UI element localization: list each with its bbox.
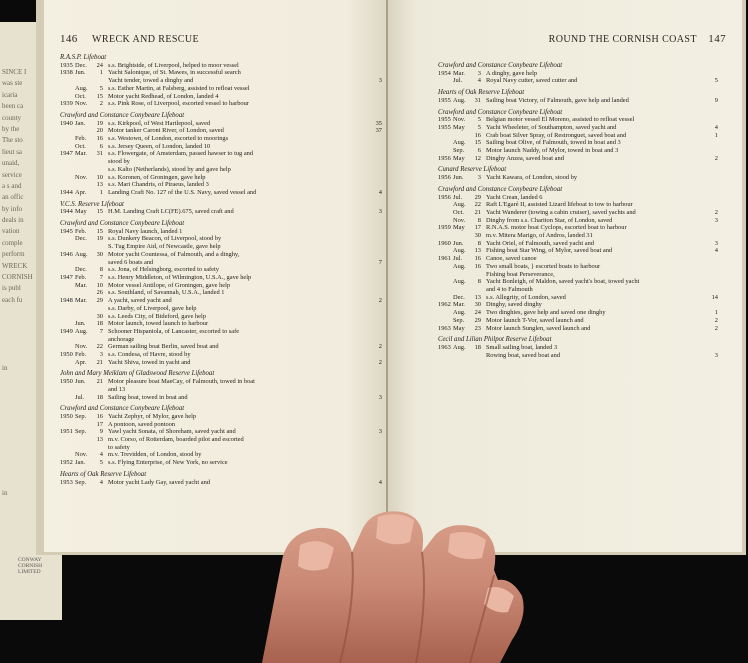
entry-description: s.s. Koronen, of Groningen, gave help <box>108 173 206 181</box>
entry-month: Sep. <box>75 428 87 436</box>
entry-month: Apr. <box>75 358 87 366</box>
entry-description: s.s. Flowergate, of Amsterdam, passed hawser to tug and <box>108 150 254 158</box>
underlying-text-line: deals in <box>2 216 24 225</box>
entry-description: Yacht Wanderer (towing a cabin cruiser), saved yachts and <box>486 208 636 216</box>
underlying-text-line: in <box>2 364 8 373</box>
entry-year: 1948 <box>60 297 73 305</box>
lifeboat-name: Crawford and Constance Conybeare Lifeboat <box>60 220 185 228</box>
entry-year: 1963 <box>438 324 451 332</box>
entry-month: Nov. <box>75 173 88 181</box>
entry-day: 18 <box>96 320 103 328</box>
underlying-text-line: CORNISH <box>2 273 33 282</box>
entry-month: Aug. <box>453 247 466 255</box>
entry-description: Crab boat Silver Spray, of Restronguet, saved boat and <box>486 131 627 139</box>
entry-description: Schooner Hispaniola, of Lancaster, escorted to safe <box>108 327 240 335</box>
entry-lives-saved: 3 <box>714 216 718 224</box>
entry-lives-saved: 3 <box>378 393 382 401</box>
entry-lives-saved: 37 <box>375 127 382 135</box>
entry-day: 5 <box>477 116 481 124</box>
entry-day: 30 <box>474 301 481 309</box>
entry-day: 21 <box>474 208 481 216</box>
entry-month: Aug. <box>453 343 466 351</box>
entry-day: 21 <box>96 358 103 366</box>
entry-lives-saved: 3 <box>378 428 382 436</box>
entry-description: Yacht Wheeleter, of Southampton, saved yacht and <box>486 123 617 131</box>
underlying-text-line: in <box>2 489 8 498</box>
lifeboat-name: Cunard Reserve Lifeboat <box>438 166 507 174</box>
entry-month: Mar. <box>453 301 465 309</box>
lifeboat-name: John and Mary Meiklam of Gladswood Reserve Lifeboat <box>60 370 215 378</box>
entry-year: 1955 <box>438 123 451 131</box>
entry-description: Dinghy from s.s. Chariton Star, of London, saved <box>486 216 613 224</box>
entry-month: Jul. <box>453 77 463 85</box>
entry-day: 5 <box>477 123 481 131</box>
entry-description: Yacht Crean, landed 6 <box>486 193 543 201</box>
entry-month: Jul. <box>453 193 463 201</box>
entry-description: Dinghy Anzea, saved boat and <box>486 154 564 162</box>
entry-description: Canoe, saved canoe <box>486 255 537 263</box>
lifeboat-name: Crawford and Constance Conybeare Lifeboat <box>438 62 563 69</box>
entry-day: 5 <box>99 84 103 92</box>
entry-year: 1951 <box>60 428 73 436</box>
entry-lives-saved: 7 <box>378 258 382 266</box>
entry-year: 1946 <box>60 250 73 258</box>
entry-day: 8 <box>477 278 481 286</box>
entry-description: Royal Navy launch, landed 1 <box>108 227 183 235</box>
entry-day: 10 <box>96 173 103 181</box>
entry-day: 1 <box>99 69 103 77</box>
entry-day: 24 <box>474 309 481 317</box>
entry-year: 1952 <box>60 459 73 467</box>
underlying-text-line: icaria <box>2 90 18 99</box>
entry-description: S. Tug Empire Aid, of Newcastle, gave help <box>108 243 221 251</box>
entry-lives-saved: 1 <box>714 309 718 317</box>
entry-description: Motor launch, towed launch to harbour <box>108 320 209 328</box>
entry-day: 3 <box>477 69 481 77</box>
entry-year: 1956 <box>438 154 451 162</box>
entry-month: Apr. <box>75 188 87 196</box>
entry-lives-saved: 2 <box>714 324 718 332</box>
entry-lives-saved: 2 <box>378 358 382 366</box>
entry-description: Motor launch T-Vor, saved launch and <box>486 316 584 324</box>
entry-month: Jan. <box>75 459 86 467</box>
entry-description: Sailing boat Olive, of Falmouth, towed in boat and 3 <box>486 139 621 147</box>
entry-description: s.s. Kalto (Netherlands), stood by and gave help <box>108 165 231 173</box>
entry-description: anchorage <box>108 335 135 343</box>
entry-description: Fishing boat Star Wing, of Mylor, saved boat and <box>486 247 613 255</box>
entry-lives-saved: 14 <box>711 293 718 301</box>
underlying-text-line: been ca <box>2 102 24 111</box>
entry-month: Sep. <box>75 478 87 486</box>
entry-month: Feb. <box>75 351 87 359</box>
entry-month: Jul. <box>453 255 463 263</box>
entry-description: Motor vessel Antilope, of Groningen, gave help <box>108 281 231 289</box>
entry-lives-saved: 3 <box>714 351 718 359</box>
entry-year: 1940 <box>60 119 73 127</box>
entry-day: 15 <box>96 208 103 216</box>
entry-description: s.s. Esther Martin, at Falsberg, assisted to refloat vessel <box>108 84 250 92</box>
underlying-text-line: comple <box>2 238 23 247</box>
entry-month: Nov. <box>75 100 88 108</box>
entry-lives-saved: 1 <box>714 131 718 139</box>
entry-description: Sailing boat Victory, of Falmouth, gave help and landed <box>486 96 629 104</box>
entry-day: 29 <box>474 316 481 324</box>
entry-description: and 13 <box>108 385 126 393</box>
entry-month: Jun. <box>453 239 464 247</box>
lifeboat-name: Cecil and Lilian Philpot Reserve Lifeboat <box>438 336 552 344</box>
entry-description: German sailing boat Berlin, saved boat and <box>108 343 219 351</box>
entry-day: 23 <box>474 324 481 332</box>
entry-lives-saved: 2 <box>378 297 382 305</box>
entry-description: s.s. Darby, of Liverpool, gave help <box>108 304 197 312</box>
entry-day: 16 <box>96 412 103 420</box>
underlying-text-line: a s and <box>2 181 22 190</box>
entry-lives-saved: 3 <box>714 239 718 247</box>
entry-lives-saved: 3 <box>378 77 382 85</box>
entry-day: 30 <box>474 232 481 240</box>
entry-month: Dec. <box>75 266 87 274</box>
entry-day: 13 <box>96 436 103 444</box>
entry-day: 7 <box>99 327 103 335</box>
entry-lives-saved: 9 <box>714 96 718 104</box>
underlying-footer-line: CORNISH <box>18 563 43 569</box>
entry-description: H.M. Landing Craft LC(FE).675, saved craft and <box>108 208 234 216</box>
entry-day: 4 <box>99 451 103 459</box>
entry-month: Dec. <box>75 235 87 243</box>
entry-description: s.s. Leeds City, of Bideford, gave help <box>108 312 206 320</box>
entry-description: Yacht Bonleigh, of Maldon, saved yacht's boat, towed yacht <box>486 278 640 286</box>
entry-month: Mar. <box>75 281 87 289</box>
entry-description: s.s. Westown, of London, escorted to moorings <box>108 135 229 143</box>
entry-day: 16 <box>474 131 481 139</box>
entry-description: Dinghy, saved dinghy <box>486 301 542 309</box>
entry-day: 2 <box>99 100 103 108</box>
entry-day: 3 <box>477 174 481 182</box>
entry-year: 1960 <box>438 239 451 247</box>
entry-month: May <box>453 224 465 232</box>
lifeboat-name: Crawford and Constance Conybeare Lifeboat <box>438 108 563 116</box>
entry-month: Sep. <box>453 316 465 324</box>
entry-day: 18 <box>474 343 481 351</box>
entry-year: 1950 <box>60 351 73 359</box>
entry-month: Aug. <box>453 96 466 104</box>
entry-description: Yawl yacht Sonata, of Shoreham, saved yacht and <box>108 428 236 436</box>
entry-month: Nov. <box>75 451 88 459</box>
entry-month: Jun. <box>75 69 86 77</box>
entry-day: 13 <box>96 181 103 189</box>
entry-description: Yacht Salonique, of St. Mawes, in successful search <box>108 69 241 77</box>
entry-month: Feb. <box>75 227 87 235</box>
entry-day: 17 <box>96 420 103 428</box>
entry-year: 1962 <box>438 301 451 309</box>
entry-description: s.s. Jersey Queen, of London, landed 10 <box>108 142 211 150</box>
entry-description: Belgian motor vessel El Moreno, assisted to refloat vessel <box>486 116 635 124</box>
entry-year: 1959 <box>438 224 451 232</box>
lifeboat-name: Crawford and Constance Conybeare Lifeboat <box>438 185 563 193</box>
underlying-text-line: an offic <box>2 193 24 202</box>
entry-month: Mar. <box>75 297 87 305</box>
entry-day: 29 <box>96 297 103 305</box>
entry-month: Nov. <box>75 343 88 351</box>
entry-lives-saved: 3 <box>378 208 382 216</box>
entry-description: s.s. Allegrity, of London, saved <box>486 293 566 301</box>
entry-day: 24 <box>96 61 103 69</box>
entry-year: 1950 <box>60 378 73 386</box>
underlying-text-line: unaid, <box>2 159 20 168</box>
left-running-title: WRECK AND RESCUE <box>92 34 200 45</box>
entry-year: 1944 <box>60 188 73 196</box>
entry-description: A dinghy, gave help <box>486 69 538 77</box>
entry-year: 1956 <box>438 174 451 182</box>
entry-day: 6 <box>477 147 481 155</box>
entry-description: Yacht Oriel, of Falmouth, saved yacht and <box>486 239 594 247</box>
underlying-text-line: service <box>2 170 22 179</box>
entry-month: Feb. <box>75 273 87 281</box>
entry-description: s.s. Henry Middleton, of Wilmington, U.S.A., gave help <box>108 273 252 281</box>
entry-year: 1945 <box>60 227 73 235</box>
entry-day: 8 <box>99 266 103 274</box>
entry-month: Jun. <box>453 174 464 182</box>
underlying-text-line: by the <box>2 124 20 133</box>
entry-lives-saved: 2 <box>714 316 718 324</box>
entry-description: A pontoon, saved pontoon <box>108 420 176 428</box>
entry-description: s.s. Flying Enterprise, of New York, no service <box>108 459 228 467</box>
entry-lives-saved: 2 <box>378 343 382 351</box>
underlying-text-line: was ste <box>2 79 23 88</box>
entry-description: Motor yacht Countessa, of Falmouth, and a dinghy, <box>108 250 240 258</box>
entry-month: May <box>453 123 465 131</box>
entry-day: 29 <box>474 193 481 201</box>
entry-description: s.s. Mari Chandris, of Piraeus, landed 3 <box>108 181 209 189</box>
underlying-text-line: each fu <box>2 295 23 304</box>
lifeboat-name: Crawford and Constance Conybeare Lifeboat <box>60 405 185 413</box>
entry-month: Aug. <box>453 262 466 270</box>
entry-year: 1939 <box>60 100 73 108</box>
lifeboat-name: Crawford and Constance Conybeare Lifeboat <box>60 111 185 119</box>
entry-description: to safety <box>108 443 130 451</box>
entry-description: Fishing boat Perseverance, <box>486 270 555 278</box>
entry-day: 3 <box>99 351 103 359</box>
entry-year: 1955 <box>438 96 451 104</box>
entry-month: Aug. <box>453 309 466 317</box>
entry-description: m.v. Mitera Marigo, of Andros, landed 31 <box>486 232 593 240</box>
entry-description: s.s. Kirkpool, of West Hartlepool, saved <box>108 119 211 127</box>
entry-year: 1955 <box>438 116 451 124</box>
entry-month: Dec. <box>453 293 465 301</box>
entry-description: Yacht Shiva, towed in yacht and <box>108 358 191 366</box>
entry-day: 31 <box>96 150 103 158</box>
entry-year: 1961 <box>438 255 451 263</box>
entry-day: 20 <box>96 127 103 135</box>
entry-description: Motor launch Naddy, of Mylor, towed in boat and 3 <box>486 147 619 155</box>
entry-day: 8 <box>477 216 481 224</box>
entry-year: 1954 <box>438 69 451 77</box>
entry-description: Landing Craft No. 127 of the U.S. Navy, saved vessel and <box>108 188 257 196</box>
entry-description: s.s. Pink Rose, of Liverpool, escorted vessel to harbour <box>108 100 249 108</box>
entry-year: 1950 <box>60 412 73 420</box>
entry-day: 22 <box>96 343 103 351</box>
underlying-footer-line: LIMITED <box>18 569 41 575</box>
entry-lives-saved: 5 <box>714 77 718 85</box>
entry-day: 15 <box>96 92 103 100</box>
entry-month: Sep. <box>75 412 87 420</box>
entry-day: 6 <box>99 142 103 150</box>
entry-description: stood by <box>108 158 130 166</box>
entry-day: 1 <box>99 188 103 196</box>
entry-day: 18 <box>96 393 103 401</box>
right-running-title: ROUND THE CORNISH COAST <box>548 34 697 45</box>
entry-description: m.v. Corso, of Rotterdam, boarded pilot and escorted <box>108 436 244 444</box>
entry-description: Small sailing boat, landed 3 <box>486 343 558 351</box>
underlying-text-line: county <box>2 113 22 122</box>
entry-month: Aug. <box>75 327 88 335</box>
entry-description: Yacht Zephyr, of Mylor, gave help <box>108 412 197 420</box>
entry-day: 13 <box>474 247 481 255</box>
right-page-number: 147 <box>708 33 726 45</box>
entry-description: Motor tanker Caroni River, of London, saved <box>108 127 224 135</box>
entry-year: 1947 <box>60 150 73 158</box>
left-page-number: 146 <box>60 33 78 45</box>
underlying-text-line: WRECK <box>2 261 28 270</box>
entry-day: 4 <box>99 478 103 486</box>
entry-day: 30 <box>96 250 103 258</box>
entry-day: 17 <box>474 224 481 232</box>
entry-description: Motor pleasure boat MaeCay, of Falmouth, towed in boat <box>108 378 255 386</box>
underlying-footer-line: CONWAY <box>18 557 42 563</box>
entry-year: 1938 <box>60 69 73 77</box>
entry-day: 16 <box>474 255 481 263</box>
entry-description: m.v. Trevidden, of London, stood by <box>108 451 202 459</box>
entry-day: 9 <box>99 428 103 436</box>
entry-day: 30 <box>96 312 103 320</box>
entry-day: 7 <box>99 273 103 281</box>
entry-month: Aug. <box>75 84 88 92</box>
entry-month: Feb. <box>75 135 87 143</box>
entry-day: 13 <box>474 293 481 301</box>
entry-day: 31 <box>474 96 481 104</box>
entry-description: Two small boats, } escorted boats to harbour <box>486 262 601 270</box>
entry-description: Raft L'Egaré II, assisted Lizard lifeboat to tow to harbour <box>486 201 633 209</box>
entry-description: s.s. Condesa, of Havre, stood by <box>108 351 191 359</box>
entry-month: Jun. <box>75 378 86 386</box>
entry-description: saved 6 boats and <box>108 258 154 266</box>
entry-description: Motor launch Sunglen, saved launch and <box>486 324 591 332</box>
entry-day: 8 <box>477 239 481 247</box>
entry-month: Oct. <box>453 208 464 216</box>
entry-description: Yacht tender, towed a dinghy and <box>108 77 194 85</box>
entry-year: 1953 <box>60 478 73 486</box>
entry-description: R.N.A.S. motor boat Cyclops, escorted boat to harbour <box>486 224 627 232</box>
entry-month: Aug. <box>453 278 466 286</box>
entry-month: Oct. <box>75 92 86 100</box>
entry-day: 12 <box>474 154 481 162</box>
entry-month: Jan. <box>75 119 86 127</box>
entry-description: Sailing boat, towed in boat and <box>108 393 188 401</box>
entry-day: 4 <box>477 77 481 85</box>
lifeboat-name: Hearts of Oak Reserve Lifeboat <box>438 89 525 97</box>
entry-month: Aug. <box>453 201 466 209</box>
entry-month: Aug. <box>75 250 88 258</box>
entry-description: s.s. Brightside, of Liverpool, helped to moor vessel <box>108 61 239 69</box>
entry-lives-saved: 4 <box>378 188 382 196</box>
entry-description: and 4 to Falmouth <box>486 285 533 293</box>
entry-day: 26 <box>96 289 103 297</box>
entry-description: s.s. Dunkery Beacon, of Liverpool, stood by <box>108 235 222 243</box>
underlying-text-line: SINCE I <box>2 68 27 76</box>
entry-description: A yacht, saved yacht and <box>108 297 172 305</box>
entry-day: 22 <box>474 201 481 209</box>
entry-description: Rowing boat, saved boat and <box>486 351 561 359</box>
entry-day: 16 <box>96 135 103 143</box>
entry-day: 15 <box>474 139 481 147</box>
entry-month: Aug. <box>453 139 466 147</box>
entry-day: 19 <box>96 119 103 127</box>
entry-day: 19 <box>96 235 103 243</box>
entry-year: 1949 <box>60 327 73 335</box>
entry-month: Mar. <box>453 69 465 77</box>
entry-month: Mar. <box>75 150 87 158</box>
entry-day: 5 <box>99 459 103 467</box>
entry-lives-saved: 2 <box>714 154 718 162</box>
lifeboat-name: R.A.S.P. Lifeboat <box>60 54 107 61</box>
underlying-text-line: vation <box>2 227 20 236</box>
entry-description: s.s. Southland, of Savannah, U.S.A., landed 1 <box>108 289 225 297</box>
entry-year: 1956 <box>438 193 451 201</box>
underlying-text-line: perform <box>2 250 25 259</box>
entry-year: 1947 <box>60 273 73 281</box>
underlying-text-line: by info <box>2 204 23 213</box>
entry-description: Yacht Kawara, of London, stood by <box>486 174 578 182</box>
entry-month: May <box>75 208 87 216</box>
entry-month: Oct. <box>75 142 86 150</box>
entry-description: Royal Navy cutter, saved cutter and <box>486 77 578 85</box>
entry-month: May <box>453 324 465 332</box>
entry-year: 1935 <box>60 61 73 69</box>
entry-lives-saved: 35 <box>375 119 382 127</box>
entry-month: Dec. <box>75 61 87 69</box>
lifeboat-name: V.C.S. Reserve Lifeboat <box>60 200 124 208</box>
entry-day: 21 <box>96 378 103 386</box>
underlying-text-line: lieut sa <box>2 147 23 156</box>
entry-lives-saved: 4 <box>378 478 382 486</box>
entry-month: Jul. <box>75 393 85 401</box>
entry-description: s.s. Jona, of Helsingborg, escorted to safety <box>108 266 219 274</box>
entry-year: 1963 <box>438 343 451 351</box>
entry-description: Motor yacht Redhead, of London, landed 4 <box>108 92 219 100</box>
entry-description: Motor yacht Lady Gay, saved yacht and <box>108 478 210 486</box>
entry-description: Two dinghies, gave help and saved one dinghy <box>486 309 606 317</box>
entry-lives-saved: 4 <box>714 123 718 131</box>
underlying-text-line: is publ <box>2 284 21 293</box>
entry-day: 16 <box>474 262 481 270</box>
entry-month: Nov. <box>453 116 466 124</box>
lifeboat-name: Hearts of Oak Reserve Lifeboat <box>60 470 147 478</box>
entry-day: 15 <box>96 227 103 235</box>
entry-month: Nov. <box>453 216 466 224</box>
entry-month: Sep. <box>453 147 465 155</box>
entry-month: May <box>453 154 465 162</box>
entry-month: Jun. <box>75 320 86 328</box>
entry-day: 10 <box>96 281 103 289</box>
entry-lives-saved: 2 <box>714 208 718 216</box>
underlying-text-line: The sto <box>2 136 23 145</box>
entry-lives-saved: 4 <box>714 247 718 255</box>
entry-year: 1944 <box>60 208 73 216</box>
